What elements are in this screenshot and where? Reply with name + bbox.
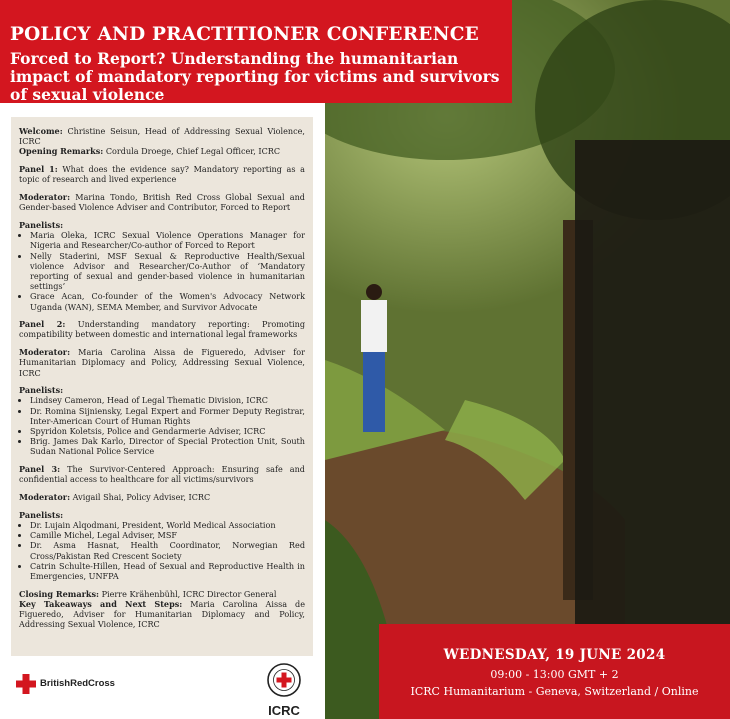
welcome-text: Christine Seisun, Head of Addressing Sexual Violence, ICRC	[19, 126, 305, 147]
list-item: • Dr. Asma Hasnat, Health Coordinator, Norwegian Red Cross/Pakistan Red Crescent Society	[30, 540, 305, 560]
red-cross-icon	[16, 674, 36, 694]
moderator1-label: Moderator:	[19, 192, 71, 203]
list-item: • Catrin Schulte-Hillen, Head of Sexual and Reproductive Health in Emergencies, UNFPA	[30, 561, 305, 581]
welcome-label: Welcome:	[19, 126, 63, 136]
conference-title: POLICY AND PRACTITIONER CONFERENCE	[10, 24, 479, 45]
event-location: ICRC Humanitarium - Geneva, Switzerland / Online	[410, 685, 699, 698]
list-item: • Brig. James Dak Karlo, Director of Special Protection Unit, South Sudan National Police Service	[30, 436, 305, 456]
forest-path-photo	[325, 0, 730, 719]
icrc-label: ICRC	[268, 703, 300, 718]
list-item: • Nelly Staderini, MSF Sexual & Reproductive Health/Sexual violence Advisor and Researcher/Co-Author of ‘Mandatory reporting of sexual and gender-based violence in humanitarian settings’	[30, 251, 305, 292]
moderator1-block	[19, 192, 305, 212]
closing-block	[19, 589, 305, 630]
list-item: • Grace Acan, Co-founder of the Women's Advocacy Network Uganda (WAN), SEMA Member, and Survivor Advocate	[30, 291, 305, 311]
panel1-label: Panel 1:	[19, 164, 58, 175]
moderator1-text: Marina Tondo, British Red Cross Global Sexual and Gender-based Violence Adviser and Contributor, Forced to Report	[19, 192, 305, 213]
panel2-label: Panel 2:	[19, 319, 66, 330]
list-item: • Maria Oleka, ICRC Sexual Violence Operations Manager for Nigeria and Researcher/Co-author of Forced to Report	[30, 230, 305, 250]
icrc-emblem-icon	[267, 663, 301, 697]
list-item: • Dr. Lujain Alqodmani, President, World Medical Association	[30, 520, 305, 530]
panelists2-label: Panelists:	[19, 385, 64, 396]
takeaways-label: Key Takeaways and Next Steps:	[19, 598, 183, 609]
british-red-cross-logo	[16, 674, 115, 698]
panelists1-heading	[19, 220, 305, 230]
moderator2-text: Maria Carolina Aissa de Figueredo, Adviser for Humanitarian Diplomacy and Policy, Addressing Sexual Violence, ICRC	[19, 347, 305, 378]
panelists3-list	[19, 520, 305, 581]
panel3-block	[19, 464, 305, 484]
icrc-logo	[259, 663, 309, 718]
agenda-panel	[11, 117, 313, 656]
panelists1-list	[19, 230, 305, 312]
panelists3-label: Panelists:	[19, 509, 64, 520]
panel2-block	[19, 319, 305, 339]
list-item: • Dr. Romina Sijniensky, Legal Expert and Former Deputy Registrar, Inter-American Court of Human Rights	[30, 406, 305, 426]
event-time: 09:00 - 13:00 GMT + 2	[490, 668, 619, 681]
list-item: • Spyridon Koletsis, Police and Gendarmerie Adviser, ICRC	[30, 426, 305, 436]
panel1-block	[19, 164, 305, 184]
panel3-text: The Survivor-Centered Approach: Ensuring safe and confidential access to healthcare for all victims/survivors	[19, 464, 305, 485]
event-info-box	[379, 624, 730, 719]
panelists2-heading	[19, 385, 305, 395]
panel1-text: What does the evidence say? Mandatory reporting as a topic of research and lived experience	[19, 164, 305, 185]
closing-label: Closing Remarks:	[19, 588, 100, 599]
panelists1-label: Panelists:	[19, 219, 64, 230]
closing-text: Pierre Krähenbühl, ICRC Director General	[99, 588, 277, 599]
list-item: • Lindsey Cameron, Head of Legal Thematic Division, ICRC	[30, 395, 305, 405]
header-banner	[0, 0, 512, 103]
moderator3-block	[19, 492, 305, 502]
event-date: WEDNESDAY, 19 JUNE 2024	[443, 647, 666, 663]
moderator2-block	[19, 347, 305, 378]
moderator3-text: Avigail Shai, Policy Adviser, ICRC	[70, 492, 211, 503]
list-item: • Camille Michel, Legal Adviser, MSF	[30, 530, 305, 540]
panelists2-list	[19, 395, 305, 456]
takeaways-text: Maria Carolina Aissa de Figueredo, Adviser for Humanitarian Diplomacy and Policy, Addressing Sexual Violence, ICRC	[19, 598, 305, 630]
panelists3-heading	[19, 510, 305, 520]
cover-photo	[325, 0, 730, 719]
moderator3-label: Moderator:	[19, 492, 71, 503]
brc-label: BritishRedCross	[40, 678, 115, 689]
conference-subtitle: Forced to Report? Understanding the humanitarian impact of mandatory reporting for victims and survivors of sexual violence	[10, 49, 500, 104]
welcome-block	[19, 126, 305, 157]
moderator2-label: Moderator:	[19, 347, 71, 358]
panel2-text: Understanding mandatory reporting: Promoting compatibility between domestic and international legal frameworks	[19, 319, 305, 340]
panel3-label: Panel 3:	[19, 464, 61, 475]
opening-label: Opening Remarks:	[19, 146, 104, 157]
opening-text: Cordula Droege, Chief Legal Officer, ICRC	[103, 146, 281, 157]
